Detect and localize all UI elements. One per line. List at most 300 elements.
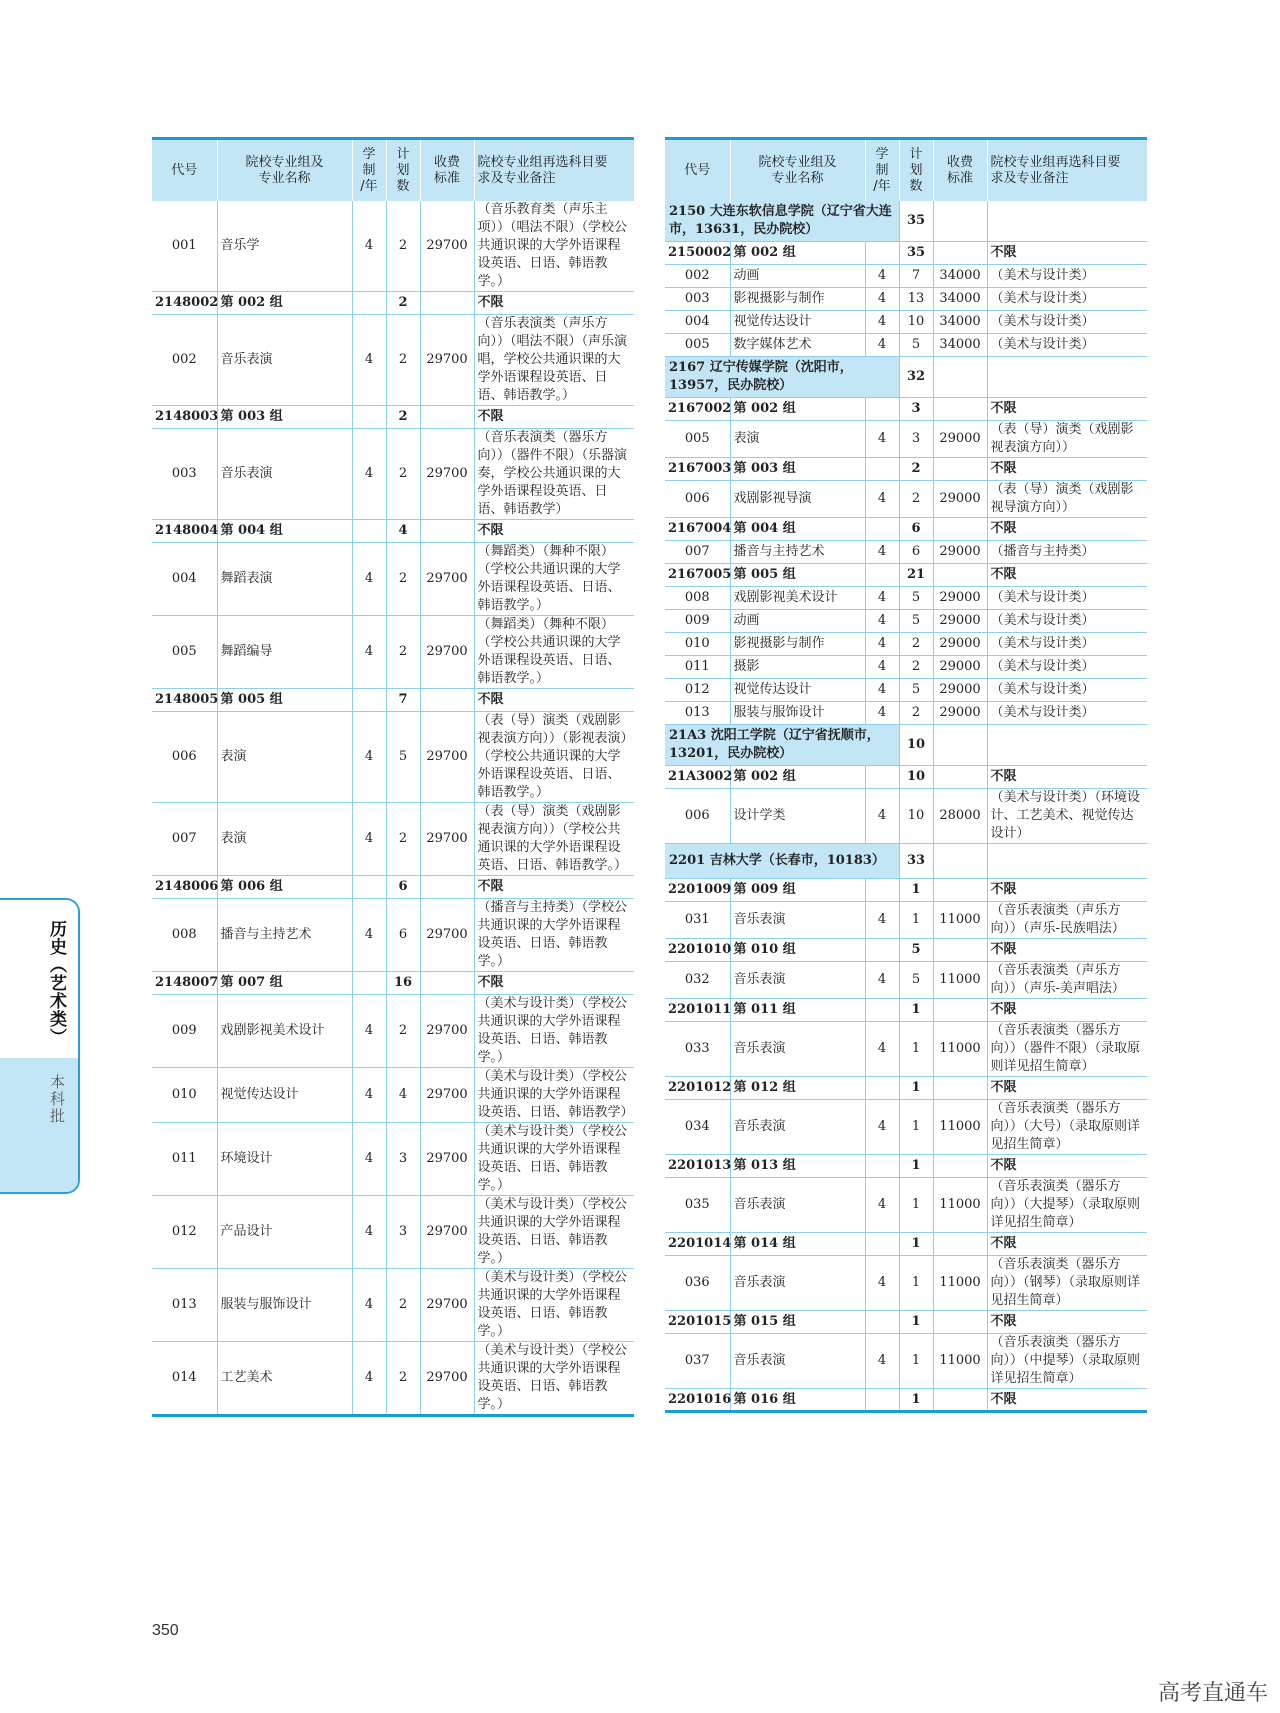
major-code: 003 [665,288,730,311]
group-name: 第 009 组 [730,879,865,902]
major-name: 音乐表演 [730,902,865,939]
major-code: 008 [152,899,217,972]
major-fee: 34000 [933,288,987,311]
group-code: 2148002 [152,292,217,315]
group-row [665,1155,1147,1178]
group-code: 2167005 [665,564,730,587]
major-note: （音乐表演类（器乐方向））（中提琴）（录取原则详见招生简章） [987,1334,1147,1389]
major-plan: 2 [386,315,420,406]
major-name: 音乐表演 [730,1022,865,1077]
major-years: 4 [352,1269,386,1342]
empty-cell [933,725,987,766]
major-note: （表（导）演类（戏剧影视表演方向））（学校公共通识课的大学外语课程设英语、日语、韩语教学。） [474,803,634,876]
header-years: 学 制 /年 [352,139,386,202]
major-plan: 5 [899,610,933,633]
major-fee: 29700 [420,712,474,803]
major-note: （音乐表演类（器乐方向））（大号）（录取原则详见招生简章） [987,1100,1147,1155]
major-code: 003 [152,429,217,520]
group-note: 不限 [987,242,1147,265]
group-plan: 2 [386,406,420,429]
empty-cell [987,357,1147,398]
major-name: 舞蹈编导 [217,616,352,689]
major-name: 播音与主持艺术 [217,899,352,972]
major-fee: 29700 [420,1196,474,1269]
group-note: 不限 [987,1311,1147,1334]
major-code: 007 [665,541,730,564]
empty-cell [933,879,987,902]
major-fee: 11000 [933,1178,987,1233]
major-row [152,1196,634,1269]
major-code: 034 [665,1100,730,1155]
major-note: （美术与设计类） [987,334,1147,357]
major-plan: 10 [899,789,933,844]
group-note: 不限 [987,999,1147,1022]
empty-cell [933,1311,987,1334]
major-note: （美术与设计类） [987,679,1147,702]
empty-cell [352,292,386,315]
group-name: 第 002 组 [217,292,352,315]
major-plan: 2 [386,803,420,876]
major-code: 032 [665,962,730,999]
group-name: 第 015 组 [730,1311,865,1334]
group-name: 第 005 组 [217,689,352,712]
header-plan: 计 划 数 [899,139,933,202]
major-plan: 3 [899,421,933,458]
major-plan: 6 [899,541,933,564]
major-years: 4 [865,1256,899,1311]
major-row [665,1022,1147,1077]
major-note: （美术与设计类）（学校公共通识课的大学外语课程设英语、日语、韩语教学） [474,1068,634,1123]
empty-cell [352,689,386,712]
major-row [665,288,1147,311]
major-fee: 29000 [933,633,987,656]
major-note: （美术与设计类）（学校公共通识课的大学外语课程设英语、日语、韩语教学。） [474,1342,634,1416]
major-years: 4 [865,334,899,357]
major-name: 环境设计 [217,1123,352,1196]
major-code: 009 [152,995,217,1068]
empty-cell [933,564,987,587]
major-note: （表（导）演类（戏剧影视表演方向））（影视表演）（学校公共通识课的大学外语课程设英语、日语、韩语教学。） [474,712,634,803]
major-name: 表演 [217,712,352,803]
major-fee: 29700 [420,1269,474,1342]
major-years: 4 [352,1068,386,1123]
major-name: 动画 [730,265,865,288]
group-name: 第 003 组 [217,406,352,429]
major-note: （美术与设计类）（学校公共通识课的大学外语课程设英语、日语、韩语教学。） [474,1196,634,1269]
major-name: 工艺美术 [217,1342,352,1416]
major-fee: 29000 [933,421,987,458]
empty-cell [987,201,1147,242]
major-name: 视觉传达设计 [730,679,865,702]
major-plan: 4 [386,1068,420,1123]
page-number: 350 [152,1622,179,1639]
major-note: （美术与设计类）（环境设计、工艺美术、视觉传达设计） [987,789,1147,844]
major-row [152,201,634,292]
major-code: 006 [665,789,730,844]
major-plan: 13 [899,288,933,311]
group-note: 不限 [474,520,634,543]
major-fee: 29000 [933,679,987,702]
major-plan: 6 [386,899,420,972]
major-code: 033 [665,1022,730,1077]
major-fee: 11000 [933,962,987,999]
major-code: 010 [665,633,730,656]
major-name: 视觉传达设计 [217,1068,352,1123]
header-group-name: 院校专业组及 专业名称 [217,139,352,202]
major-years: 4 [865,610,899,633]
major-years: 4 [352,616,386,689]
major-years: 4 [865,656,899,679]
group-note: 不限 [474,292,634,315]
major-years: 4 [865,481,899,518]
group-plan: 35 [899,242,933,265]
empty-cell [933,242,987,265]
major-code: 009 [665,610,730,633]
major-note: （表（导）演类（戏剧影视表演方向）） [987,421,1147,458]
group-name: 第 012 组 [730,1077,865,1100]
group-code: 2167002 [665,398,730,421]
major-note: （美术与设计类） [987,311,1147,334]
major-note: （音乐表演类（声乐方向））（声乐-美声唱法） [987,962,1147,999]
empty-cell [987,844,1147,879]
side-tab-subtitle: 本科批 [48,1074,66,1125]
empty-cell [352,406,386,429]
group-plan: 6 [386,876,420,899]
group-plan: 10 [899,766,933,789]
major-years: 4 [865,421,899,458]
header-fee: 收费 标准 [933,139,987,202]
major-name: 音乐表演 [730,1178,865,1233]
major-years: 4 [865,679,899,702]
group-plan: 3 [899,398,933,421]
group-code: 2167003 [665,458,730,481]
major-name: 表演 [217,803,352,876]
major-row [665,421,1147,458]
major-note: （播音与主持类） [987,541,1147,564]
group-code: 21A3002 [665,766,730,789]
major-years: 4 [865,1022,899,1077]
group-plan: 1 [899,1077,933,1100]
major-note: （美术与设计类） [987,288,1147,311]
major-row [665,311,1147,334]
empty-cell [420,406,474,429]
major-years: 4 [865,1178,899,1233]
group-row [665,1389,1147,1412]
group-plan: 16 [386,972,420,995]
major-row [665,656,1147,679]
major-fee: 11000 [933,1334,987,1389]
major-years: 4 [865,789,899,844]
major-years: 4 [865,962,899,999]
major-fee: 34000 [933,334,987,357]
major-years: 4 [865,265,899,288]
major-row [665,481,1147,518]
group-code: 2148006 [152,876,217,899]
major-fee: 29000 [933,541,987,564]
major-row [152,995,634,1068]
side-tab [0,898,80,1194]
major-fee: 29000 [933,587,987,610]
major-row [665,265,1147,288]
empty-cell [933,1077,987,1100]
major-fee: 29000 [933,702,987,725]
group-plan: 21 [899,564,933,587]
group-row [152,406,634,429]
major-plan: 2 [899,702,933,725]
major-fee: 11000 [933,1100,987,1155]
group-plan: 1 [899,1155,933,1178]
major-years: 4 [865,541,899,564]
group-name: 第 011 组 [730,999,865,1022]
empty-cell [933,458,987,481]
major-note: （美术与设计类） [987,265,1147,288]
major-row [152,1342,634,1416]
empty-cell [352,876,386,899]
group-row [665,939,1147,962]
major-name: 戏剧影视美术设计 [730,587,865,610]
empty-cell [420,689,474,712]
group-plan: 2 [386,292,420,315]
major-row [152,899,634,972]
group-plan: 1 [899,1311,933,1334]
major-years: 4 [352,201,386,292]
major-note: （音乐表演类（器乐方向））（大提琴）（录取原则详见招生简章） [987,1178,1147,1233]
major-code: 011 [152,1123,217,1196]
major-row [152,803,634,876]
major-code: 013 [665,702,730,725]
major-code: 006 [152,712,217,803]
major-plan: 2 [899,481,933,518]
major-code: 002 [665,265,730,288]
major-years: 4 [352,315,386,406]
group-code: 2148003 [152,406,217,429]
major-name: 表演 [730,421,865,458]
major-name: 音乐表演 [730,962,865,999]
major-years: 4 [865,633,899,656]
major-fee: 29700 [420,201,474,292]
major-note: （音乐教育类（声乐主项））（唱法不限）（学校公共通识课的大学外语课程设英语、日语、韩语教学。） [474,201,634,292]
major-years: 4 [352,1342,386,1416]
empty-cell [933,1155,987,1178]
major-row [665,633,1147,656]
major-fee: 28000 [933,789,987,844]
major-row [665,1100,1147,1155]
school-plan: 35 [899,201,933,242]
major-plan: 5 [899,587,933,610]
major-years: 4 [865,902,899,939]
major-fee: 29000 [933,656,987,679]
group-name: 第 016 组 [730,1389,865,1412]
major-code: 001 [152,201,217,292]
major-code: 005 [152,616,217,689]
major-name: 音乐表演 [217,315,352,406]
group-plan: 1 [899,1389,933,1412]
school-name: 21A3 沈阳工学院（辽宁省抚顺市，13201，民办院校） [665,725,899,766]
major-plan: 1 [899,1100,933,1155]
major-name: 音乐表演 [730,1100,865,1155]
header-code: 代号 [152,139,217,202]
group-code: 2201014 [665,1233,730,1256]
major-plan: 5 [899,334,933,357]
major-name: 视觉传达设计 [730,311,865,334]
major-fee: 11000 [933,1256,987,1311]
group-code: 2201011 [665,999,730,1022]
group-name: 第 010 组 [730,939,865,962]
major-fee: 29700 [420,315,474,406]
major-row [152,429,634,520]
major-years: 4 [352,1196,386,1269]
major-code: 004 [152,543,217,616]
group-note: 不限 [474,972,634,995]
major-row [152,1068,634,1123]
empty-cell [865,1155,899,1178]
major-name: 摄影 [730,656,865,679]
group-row [665,564,1147,587]
group-note: 不限 [987,458,1147,481]
empty-cell [933,1233,987,1256]
major-code: 013 [152,1269,217,1342]
group-code: 2201013 [665,1155,730,1178]
major-plan: 10 [899,311,933,334]
major-code: 014 [152,1342,217,1416]
major-plan: 2 [386,429,420,520]
empty-cell [933,766,987,789]
major-code: 012 [665,679,730,702]
major-plan: 2 [386,201,420,292]
group-note: 不限 [987,1389,1147,1412]
school-name: 2150 大连东软信息学院（辽宁省大连市，13631，民办院校） [665,201,899,242]
empty-cell [420,292,474,315]
major-years: 4 [865,288,899,311]
major-fee: 29700 [420,616,474,689]
major-years: 4 [865,702,899,725]
group-note: 不限 [987,1233,1147,1256]
table-header [152,139,634,202]
header-plan: 计 划 数 [386,139,420,202]
major-note: （美术与设计类） [987,702,1147,725]
major-note: （美术与设计类）（学校公共通识课的大学外语课程设英语、日语、韩语教学。） [474,1123,634,1196]
major-plan: 3 [386,1196,420,1269]
school-plan: 32 [899,357,933,398]
major-name: 影视摄影与制作 [730,633,865,656]
major-note: （美术与设计类） [987,587,1147,610]
major-note: （音乐表演类（声乐方向））（唱法不限）（声乐演唱，学校公共通识课的大学外语课程设英语、日语、韩语教学。） [474,315,634,406]
empty-cell [933,1389,987,1412]
major-fee: 29700 [420,1123,474,1196]
group-row [665,879,1147,902]
major-years: 4 [352,1123,386,1196]
header-note: 院校专业组再选科目要 求及专业备注 [474,139,634,202]
major-plan: 1 [899,1256,933,1311]
major-fee: 11000 [933,902,987,939]
major-name: 音乐表演 [730,1256,865,1311]
major-name: 音乐学 [217,201,352,292]
group-code: 2167004 [665,518,730,541]
major-years: 4 [865,1334,899,1389]
major-fee: 11000 [933,1022,987,1077]
empty-cell [865,398,899,421]
group-note: 不限 [987,398,1147,421]
empty-cell [865,564,899,587]
group-note: 不限 [987,879,1147,902]
group-row [152,292,634,315]
group-code: 2201009 [665,879,730,902]
empty-cell [420,972,474,995]
group-plan: 5 [899,939,933,962]
major-code: 008 [665,587,730,610]
group-row [665,458,1147,481]
right-table [665,137,1147,1413]
group-name: 第 002 组 [730,766,865,789]
major-plan: 2 [899,656,933,679]
major-name: 舞蹈表演 [217,543,352,616]
major-row [665,1334,1147,1389]
table-header [665,139,1147,202]
group-name: 第 003 组 [730,458,865,481]
header-fee: 收费 标准 [420,139,474,202]
major-fee: 29000 [933,610,987,633]
major-fee: 29700 [420,803,474,876]
major-plan: 5 [899,962,933,999]
group-name: 第 002 组 [730,242,865,265]
group-name: 第 004 组 [730,518,865,541]
major-code: 036 [665,1256,730,1311]
school-row [665,725,1147,766]
group-row [665,518,1147,541]
major-plan: 1 [899,1022,933,1077]
major-code: 005 [665,334,730,357]
major-note: （播音与主持类）（学校公共通识课的大学外语课程设英语、日语、韩语教学。） [474,899,634,972]
major-note: （美术与设计类）（学校公共通识课的大学外语课程设英语、日语、韩语教学。） [474,1269,634,1342]
major-code: 031 [665,902,730,939]
empty-cell [933,398,987,421]
major-fee: 29700 [420,1342,474,1416]
major-row [665,610,1147,633]
empty-cell [865,879,899,902]
empty-cell [933,357,987,398]
major-plan: 1 [899,902,933,939]
major-note: （美术与设计类） [987,633,1147,656]
major-plan: 5 [899,679,933,702]
major-fee: 29700 [420,429,474,520]
empty-cell [865,242,899,265]
major-code: 006 [665,481,730,518]
major-row [152,1269,634,1342]
major-plan: 2 [899,633,933,656]
group-code: 2201010 [665,939,730,962]
group-code: 2201012 [665,1077,730,1100]
major-plan: 2 [386,1342,420,1416]
major-name: 服装与服饰设计 [730,702,865,725]
major-plan: 1 [899,1178,933,1233]
major-plan: 3 [386,1123,420,1196]
group-code: 2148007 [152,972,217,995]
major-years: 4 [352,712,386,803]
major-note: （舞蹈类）（舞种不限）（学校公共通识课的大学外语课程设英语、日语、韩语教学。） [474,616,634,689]
major-years: 4 [352,429,386,520]
group-note: 不限 [987,766,1147,789]
header-group-name: 院校专业组及 专业名称 [730,139,865,202]
major-years: 4 [352,899,386,972]
major-fee: 34000 [933,265,987,288]
group-note: 不限 [987,1155,1147,1178]
group-plan: 1 [899,1233,933,1256]
major-row [665,541,1147,564]
school-name: 2201 吉林大学（长春市，10183） [665,844,899,879]
group-plan: 6 [899,518,933,541]
major-row [152,315,634,406]
major-row [665,334,1147,357]
